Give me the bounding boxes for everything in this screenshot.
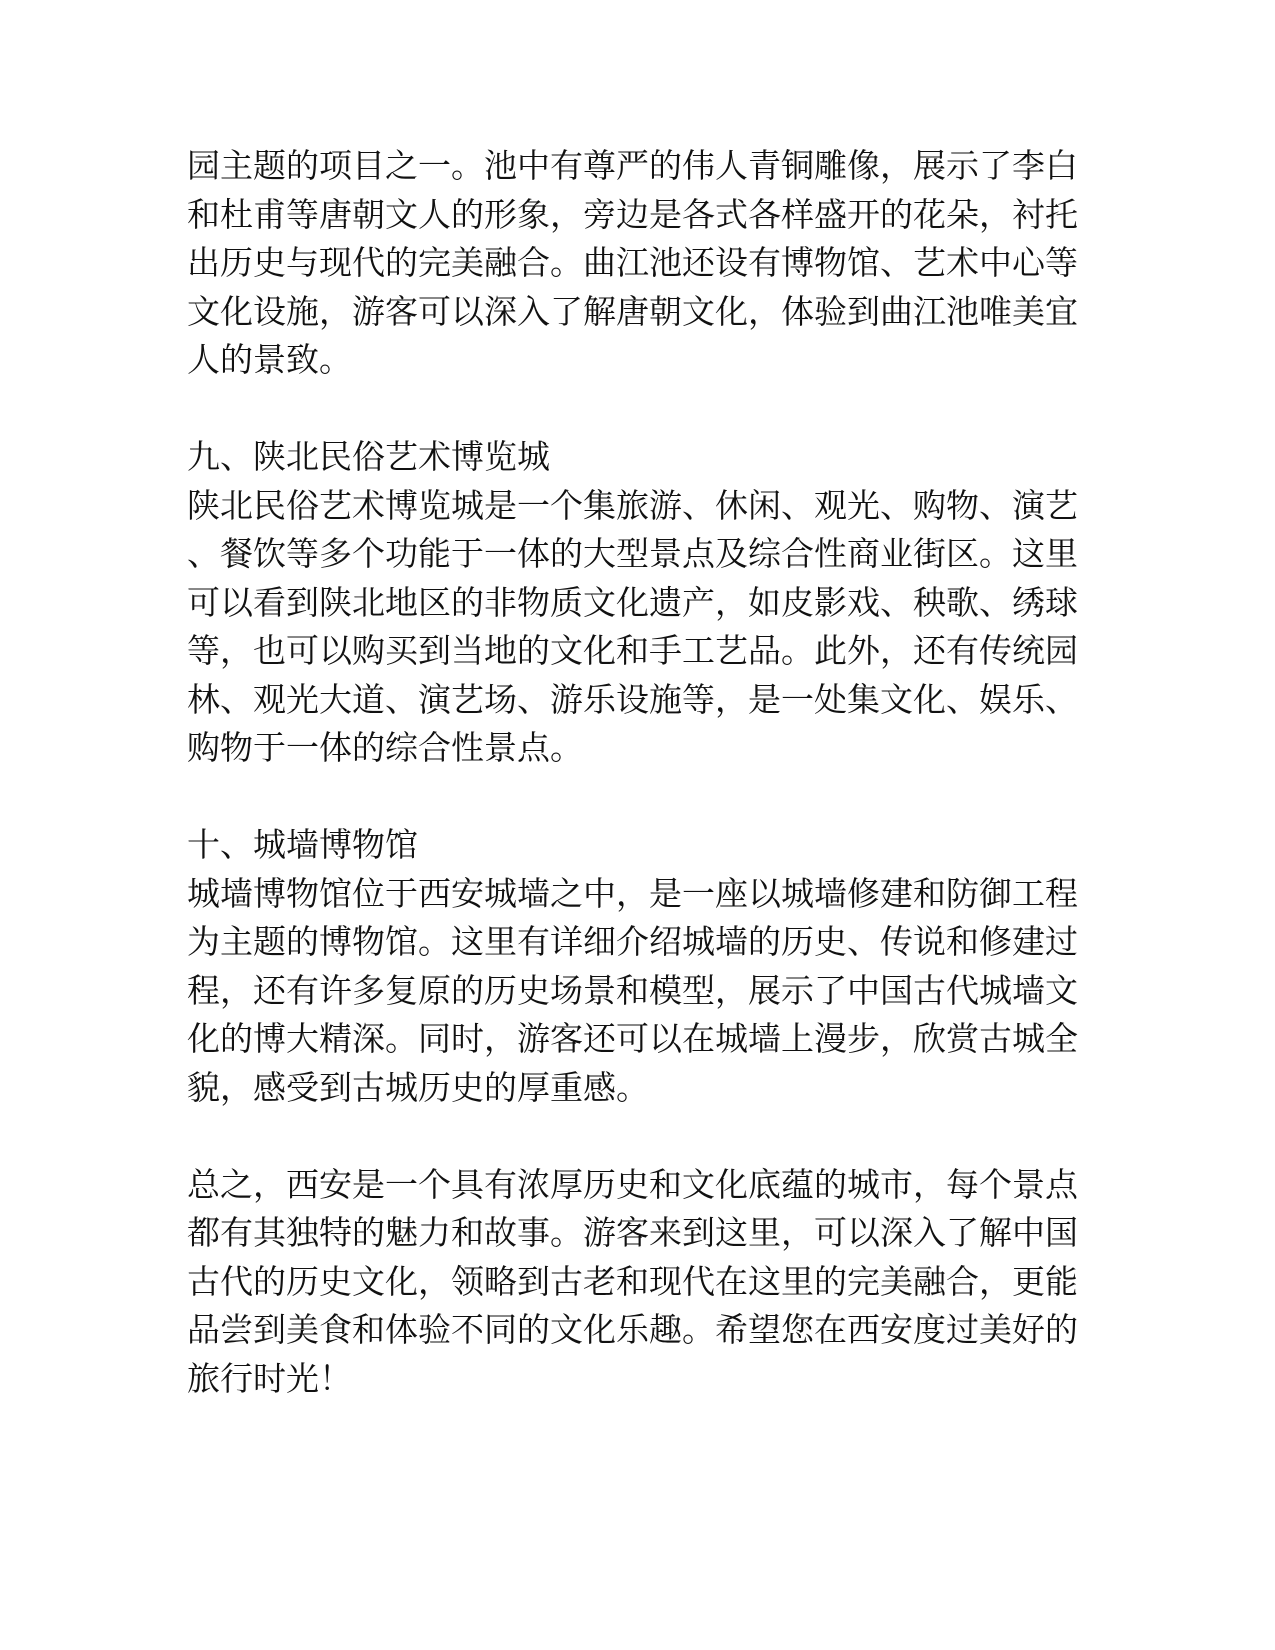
text-line: 购物于一体的综合性景点。 (187, 728, 583, 767)
text-line: 旅行时光！ (187, 1358, 352, 1398)
text-line: 陕北民俗艺术博览城是一个集旅游、休闲、观光、购物、演艺 (187, 485, 1078, 525)
text-line: 古代的历史文化，领略到古老和现代在这里的完美融合，更能 (187, 1261, 1078, 1301)
section-10 (187, 821, 1087, 1112)
conclusion-paragraph (187, 1161, 1087, 1404)
text-line: 出历史与现代的完美融合。曲江池还设有博物馆、艺术中心等 (187, 243, 1078, 282)
section-10-heading: 十、城墙博物馆 (187, 825, 418, 864)
text-line: 总之，西安是一个具有浓厚历史和文化底蕴的城市，每个景点 (187, 1164, 1078, 1204)
text-line: 程，还有许多复原的历史场景和模型，展示了中国古代城墙文 (187, 970, 1078, 1010)
text-line: 城墙博物馆位于西安城墙之中，是一座以城墙修建和防御工程 (187, 873, 1078, 913)
text-line: 林、观光大道、演艺场、游乐设施等，是一处集文化、娱乐、 (187, 679, 1078, 719)
text-line: 文化设施，游客可以深入了解唐朝文化，体验到曲江池唯美宜 (187, 291, 1078, 331)
paragraph-spacer (187, 773, 1087, 822)
text-line: 人的景致。 (187, 340, 352, 379)
text-line: 为主题的博物馆。这里有详细介绍城墙的历史、传说和修建过 (187, 922, 1078, 961)
paragraph-spacer (187, 385, 1087, 434)
section-9-heading: 九、陕北民俗艺术博览城 (187, 437, 550, 476)
continuation-paragraph (187, 142, 1087, 385)
text-line: 貌，感受到古城历史的厚重感。 (187, 1067, 649, 1107)
document-body (187, 142, 1087, 1403)
text-line: 都有其独特的魅力和故事。游客来到这里，可以深入了解中国 (187, 1213, 1078, 1252)
section-9 (187, 433, 1087, 773)
text-line: 品尝到美食和体验不同的文化乐趣。希望您在西安度过美好的 (187, 1310, 1078, 1349)
text-line: 园主题的项目之一。池中有尊严的伟人青铜雕像，展示了李白 (187, 146, 1078, 185)
text-line: 化的博大精深。同时，游客还可以在城墙上漫步，欣赏古城全 (187, 1019, 1078, 1058)
paragraph-spacer (187, 1112, 1087, 1161)
text-line: 可以看到陕北地区的非物质文化遗产，如皮影戏、秧歌、绣球 (187, 582, 1078, 622)
text-line: 和杜甫等唐朝文人的形象，旁边是各式各样盛开的花朵，衬托 (187, 194, 1078, 234)
text-line: 等，也可以购买到当地的文化和手工艺品。此外，还有传统园 (187, 631, 1078, 670)
text-line: 、餐饮等多个功能于一体的大型景点及综合性商业街区。这里 (187, 534, 1078, 573)
